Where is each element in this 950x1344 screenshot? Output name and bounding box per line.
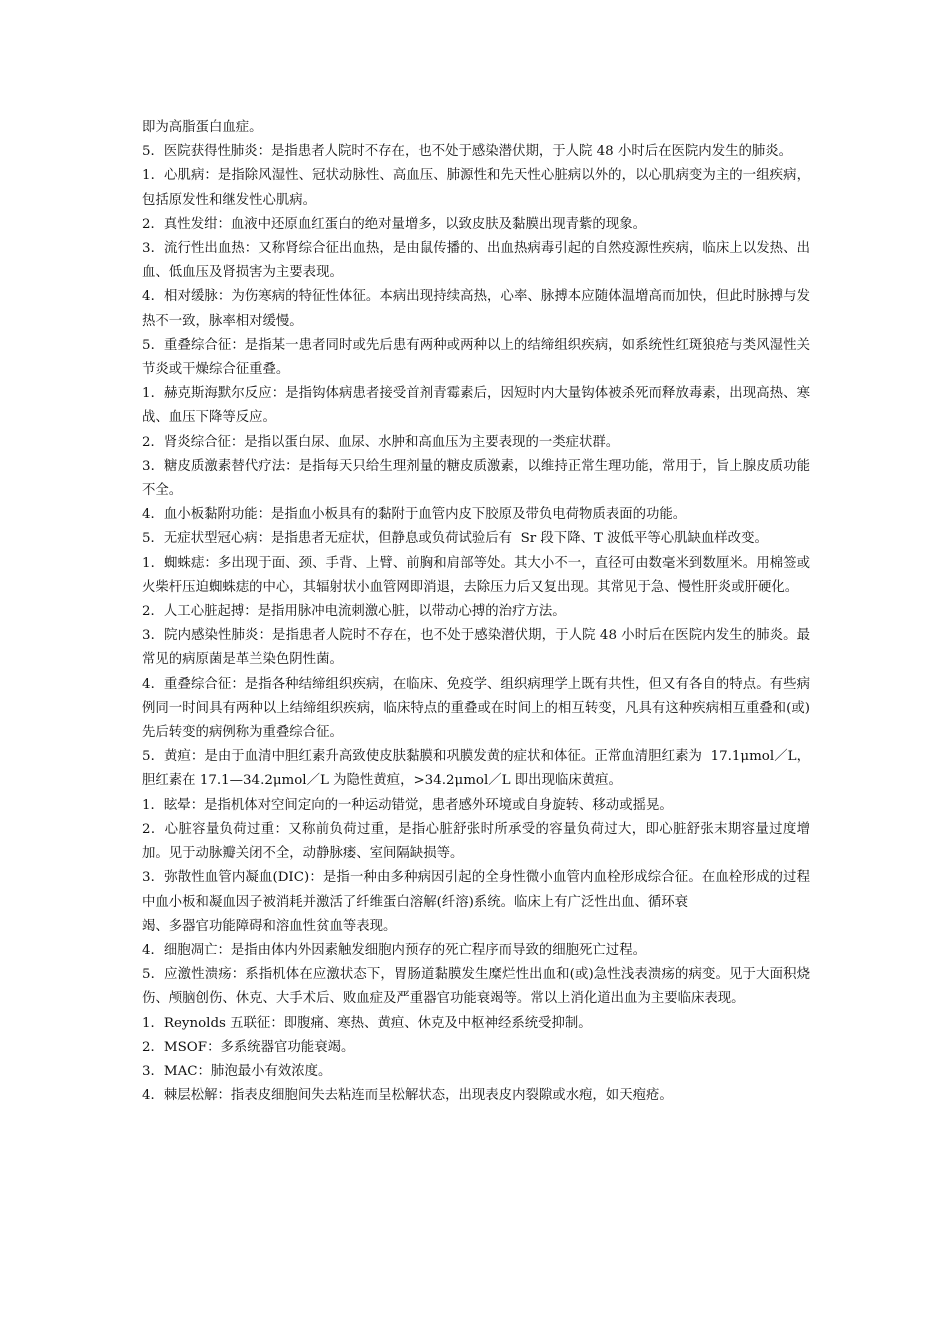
paragraph: 3．院内感染性肺炎：是指患者人院时不存在，也不处于感染潜伏期，于人院 48 小时后在医院内发生的肺炎。最常见的病原菌是革兰染色阴性菌。	[142, 628, 810, 668]
paragraph: 1．蜘蛛痣：多出现于面、颈、手背、上臂、前胸和肩部等处。其大小不一，直径可由数毫米到数厘米。用棉签或火柴杆压迫蜘蛛痣的中心，其辐射状小血管网即消退，去除压力后又复出现。其常见于急、慢性肝炎或肝硬化。	[142, 555, 810, 595]
paragraph: 1．心肌病：是指除风湿性、冠状动脉性、高血压、肺源性和先天性心脏病以外的，以心肌病变为主的一组疾病，包括原发性和继发性心肌病。	[142, 168, 810, 208]
paragraph: 5．应激性溃疡：系指机体在应激状态下，胃肠道黏膜发生糜烂性出血和(或)急性浅表溃疡的病变。见于大面积烧伤、颅脑创伤、休克、大手术后、败血症及严重器官功能衰竭等。常以上消化道出血为主要临床表现。	[142, 967, 810, 1007]
paragraph: 2．心脏容量负荷过重：又称前负荷过重，是指心脏舒张时所承受的容量负荷过大，即心脏舒张末期容量过度增加。见于动脉瓣关闭不全，动静脉瘘、室间隔缺损等。	[142, 821, 810, 862]
paragraph: 5．医院获得性肺炎：是指患者人院时不存在，也不处于感染潜伏期，于人院 48 小时后在医院内发生的肺炎。	[142, 144, 793, 160]
paragraph: 1．Reynolds 五联征：即腹痛、寒热、黄疸、休克及中枢神经系统受抑制。	[142, 1015, 592, 1031]
paragraph: 即为高脂蛋白血症。	[142, 120, 263, 135]
paragraph: 4．棘层松解：指表皮细胞间失去粘连而呈松解状态，出现表皮内裂隙或水疱，如天疱疮。	[142, 1088, 673, 1104]
paragraph: 2．肾炎综合征：是指以蛋白尿、血尿、水肿和高血压为主要表现的一类症状群。	[142, 434, 620, 450]
paragraph: 3．流行性出血热：又称肾综合征出血热，是由鼠传播的、出血热病毒引起的自然疫源性疾病，临床上以发热、出血、低血压及肾损害为主要表现。	[142, 241, 810, 281]
paragraph: 2．人工心脏起搏：是指用脉冲电流刺激心脏，以带动心搏的治疗方法。	[142, 604, 566, 620]
paragraph: 1．眩晕：是指机体对空间定向的一种运动错觉，患者感外环境或自身旋转、移动或摇晃。	[142, 797, 673, 813]
paragraph: 1．赫克斯海默尔反应：是指钩体病患者接受首剂青霉素后，因短时内大量钩体被杀死而释放毒素，出现高热、寒战、血压下降等反应。	[142, 386, 810, 426]
paragraph: 3．MAC：肺泡最小有效浓度。	[142, 1063, 332, 1079]
document-body	[142, 116, 810, 1108]
paragraph: 5．重叠综合征：是指某一患者同时或先后患有两种或两种以上的结缔组织疾病，如系统性红斑狼疮与类风湿性关节炎或干燥综合征重叠。	[142, 337, 810, 378]
paragraph: 3．糖皮质激素替代疗法：是指每天只给生理剂量的糖皮质激素，以维持正常生理功能，常用于，旨上腺皮质功能不全。	[142, 458, 810, 499]
paragraph: 2．MSOF：多系统器官功能衰竭。	[142, 1039, 355, 1055]
paragraph: 4．相对缓脉：为伤寒病的特征性体征。本病出现持续高热，心率、脉搏本应随体温增高而加快，但此时脉搏与发热不一致，脉率相对缓慢。	[142, 289, 810, 329]
paragraph: 3．弥散性血管内凝血(DIC)：是指一种由多种病因引起的全身性微小血管内血栓形成综合征。在血栓形成的过程中血小板和凝血因子被消耗并激活了纤维蛋白溶解(纤溶)系统。临床上有广泛性出血、循环衰 竭、多器官功能障碍和溶血性贫血等表现。	[142, 870, 810, 934]
paragraph: 5．黄疸：是由于血清中胆红素升高致使皮肤黏膜和巩膜发黄的症状和体征。正常血清胆红素为 17.1μmol／L，胆红素在 17.1—34.2μmol／L 为隐性黄疸，>34.2μmol／L 即出现临床黄疸。	[142, 749, 810, 789]
paragraph: 4．重叠综合征：是指各种结缔组织疾病，在临床、免疫学、组织病理学上既有共性，但又有各自的特点。有些病例同一时间具有两种以上结缔组织疾病，临床特点的重叠或在时间上的相互转变，凡具有这种疾病相互重叠和(或)先后转变的病例称为重叠综合征。	[142, 676, 810, 741]
paragraph: 4．血小板黏附功能：是指血小板具有的黏附于血管内皮下胶原及带负电荷物质表面的功能。	[142, 507, 687, 523]
paragraph: 2．真性发绀：血液中还原血红蛋白的绝对量增多，以致皮肤及黏膜出现青紫的现象。	[142, 216, 646, 232]
paragraph: 4．细胞凋亡：是指由体内外因素触发细胞内预存的死亡程序而导致的细胞死亡过程。	[142, 942, 646, 958]
paragraph: 5．无症状型冠心病：是指患者无症状，但静息或负荷试验后有 Sr 段下降、T 波低平等心肌缺血样改变。	[142, 531, 768, 547]
